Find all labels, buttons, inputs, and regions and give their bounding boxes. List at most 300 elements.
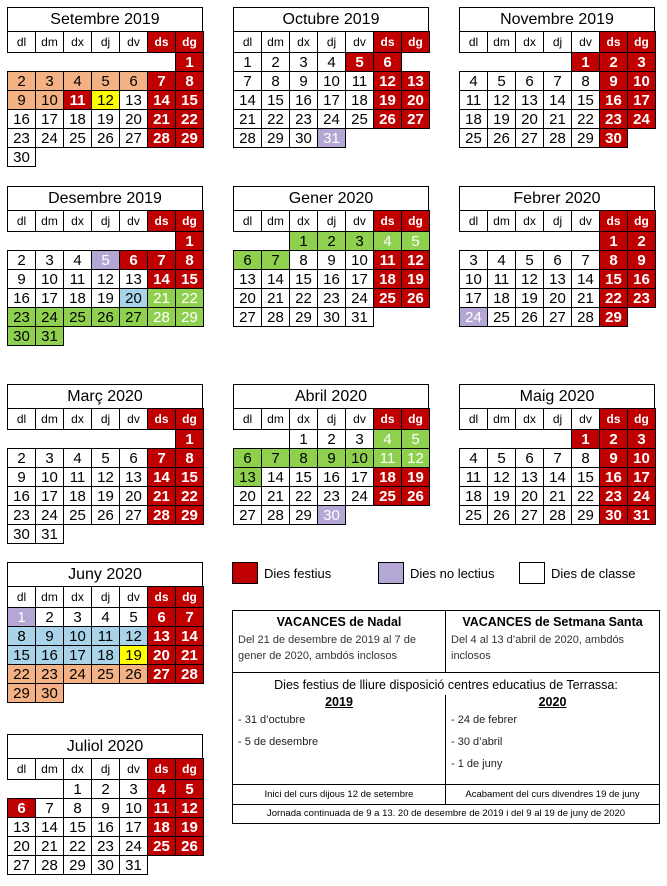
empty-cell xyxy=(120,684,148,703)
day-cell: 18 xyxy=(374,270,402,289)
day-cell: 24 xyxy=(318,110,346,129)
legend-swatch-classe xyxy=(519,562,545,584)
day-cell: 20 xyxy=(234,289,262,308)
day-cell: 18 xyxy=(64,110,92,129)
empty-cell xyxy=(402,308,430,327)
empty-cell xyxy=(148,232,176,251)
weekday-header: dv xyxy=(572,32,600,53)
week-row xyxy=(234,308,430,327)
weekday-header: dj xyxy=(544,32,572,53)
weekday-header: dm xyxy=(262,409,290,430)
day-cell: 3 xyxy=(36,251,64,270)
weekday-header: dm xyxy=(36,587,64,608)
legend xyxy=(232,561,662,587)
day-cell: 18 xyxy=(92,646,120,665)
day-cell: 15 xyxy=(176,468,204,487)
day-cell: 14 xyxy=(544,468,572,487)
day-cell: 24 xyxy=(36,308,64,327)
week-row xyxy=(234,468,430,487)
weekday-header: dm xyxy=(488,211,516,232)
day-cell: 24 xyxy=(120,837,148,856)
legend-no-lectius xyxy=(378,561,495,585)
day-cell: 7 xyxy=(148,449,176,468)
weekday-header: dv xyxy=(346,409,374,430)
day-cell: 30 xyxy=(8,327,36,346)
day-cell: 23 xyxy=(318,487,346,506)
day-cell: 24 xyxy=(346,487,374,506)
week-row xyxy=(8,251,204,270)
week-row xyxy=(8,327,204,346)
info-box xyxy=(232,610,660,824)
day-cell: 10 xyxy=(36,468,64,487)
day-cell: 7 xyxy=(148,251,176,270)
month-title: Març 2020 xyxy=(7,384,203,408)
day-cell: 30 xyxy=(36,684,64,703)
empty-cell xyxy=(488,232,516,251)
weekday-header: ds xyxy=(374,32,402,53)
week-row xyxy=(8,608,204,627)
day-cell: 4 xyxy=(488,251,516,270)
weekday-header: ds xyxy=(374,409,402,430)
day-cell: 23 xyxy=(36,665,64,684)
day-cell: 21 xyxy=(572,289,600,308)
lliure-2020-item: - 30 d’abril xyxy=(451,736,503,748)
month-grid xyxy=(233,210,430,327)
month-title: Setembre 2019 xyxy=(7,7,203,31)
week-row xyxy=(8,818,204,837)
week-row xyxy=(8,148,204,167)
day-cell: 7 xyxy=(36,799,64,818)
day-cell: 22 xyxy=(290,289,318,308)
day-cell: 4 xyxy=(374,232,402,251)
week-row xyxy=(460,251,656,270)
day-cell: 17 xyxy=(318,91,346,110)
day-cell: 24 xyxy=(460,308,488,327)
day-cell: 21 xyxy=(148,289,176,308)
month-grid xyxy=(7,408,204,544)
day-cell: 14 xyxy=(36,818,64,837)
day-cell: 20 xyxy=(516,110,544,129)
day-cell: 9 xyxy=(290,72,318,91)
lliure-disposicio-title: Dies festius de lliure disposició centres educatius de Terrassa: xyxy=(274,678,618,692)
day-cell: 8 xyxy=(176,72,204,91)
day-cell: 3 xyxy=(346,232,374,251)
weekday-header: dg xyxy=(628,32,656,53)
month-novembre-2019 xyxy=(459,7,655,148)
vacances-setmana-santa xyxy=(446,611,659,672)
day-cell: 17 xyxy=(346,468,374,487)
day-cell: 3 xyxy=(36,449,64,468)
day-cell: 30 xyxy=(8,525,36,544)
day-cell: 23 xyxy=(318,289,346,308)
day-cell: 15 xyxy=(176,270,204,289)
day-cell: 8 xyxy=(176,251,204,270)
day-cell: 19 xyxy=(92,289,120,308)
day-cell: 15 xyxy=(572,468,600,487)
day-cell: 6 xyxy=(120,449,148,468)
day-cell: 25 xyxy=(374,289,402,308)
empty-cell xyxy=(148,148,176,167)
day-cell: 21 xyxy=(148,487,176,506)
day-cell: 22 xyxy=(572,110,600,129)
weekday-header: dg xyxy=(402,211,430,232)
weekday-header: ds xyxy=(600,32,628,53)
day-cell: 26 xyxy=(488,506,516,525)
day-cell: 1 xyxy=(176,430,204,449)
weekday-header: dj xyxy=(544,211,572,232)
day-cell: 11 xyxy=(148,799,176,818)
day-cell: 11 xyxy=(460,91,488,110)
week-row xyxy=(234,251,430,270)
day-cell: 9 xyxy=(628,251,656,270)
day-cell: 12 xyxy=(516,270,544,289)
day-cell: 5 xyxy=(92,251,120,270)
week-row xyxy=(8,129,204,148)
month-marc-2020 xyxy=(7,384,203,544)
week-row xyxy=(8,91,204,110)
day-cell: 27 xyxy=(516,506,544,525)
day-cell: 13 xyxy=(120,468,148,487)
vacances-nadal xyxy=(233,611,446,672)
empty-cell xyxy=(148,327,176,346)
day-cell: 17 xyxy=(120,818,148,837)
legend-swatch-festius xyxy=(232,562,258,584)
day-cell: 15 xyxy=(8,646,36,665)
day-cell: 19 xyxy=(120,646,148,665)
day-cell: 10 xyxy=(346,251,374,270)
empty-cell xyxy=(628,129,656,148)
day-cell: 24 xyxy=(346,289,374,308)
day-cell: 16 xyxy=(8,487,36,506)
day-cell: 25 xyxy=(148,837,176,856)
day-cell: 5 xyxy=(516,251,544,270)
month-setembre-2019 xyxy=(7,7,203,167)
day-cell: 20 xyxy=(234,487,262,506)
day-cell: 15 xyxy=(262,91,290,110)
day-cell: 5 xyxy=(488,72,516,91)
month-title: Octubre 2019 xyxy=(233,7,429,31)
month-grid xyxy=(459,210,656,327)
weekday-header: dx xyxy=(64,409,92,430)
day-cell: 1 xyxy=(572,53,600,72)
empty-cell xyxy=(92,684,120,703)
day-cell: 22 xyxy=(176,289,204,308)
day-cell: 6 xyxy=(148,608,176,627)
empty-cell xyxy=(176,684,204,703)
week-row xyxy=(460,430,656,449)
day-cell: 7 xyxy=(544,449,572,468)
day-cell: 22 xyxy=(64,837,92,856)
empty-cell xyxy=(544,53,572,72)
day-cell: 11 xyxy=(460,468,488,487)
day-cell: 1 xyxy=(64,780,92,799)
day-cell: 23 xyxy=(92,837,120,856)
day-cell: 10 xyxy=(64,627,92,646)
day-cell: 18 xyxy=(346,91,374,110)
legend-festius xyxy=(232,561,331,585)
weekday-header: dl xyxy=(460,409,488,430)
day-cell: 17 xyxy=(628,468,656,487)
day-cell: 2 xyxy=(628,232,656,251)
day-cell: 14 xyxy=(148,91,176,110)
day-cell: 3 xyxy=(628,430,656,449)
day-cell: 27 xyxy=(120,506,148,525)
day-cell: 1 xyxy=(176,53,204,72)
week-row xyxy=(460,72,656,91)
day-cell: 1 xyxy=(176,232,204,251)
lliure-2020 xyxy=(446,695,659,784)
day-cell: 21 xyxy=(544,487,572,506)
week-row xyxy=(8,110,204,129)
empty-cell xyxy=(488,430,516,449)
day-cell: 1 xyxy=(290,430,318,449)
day-cell: 31 xyxy=(628,506,656,525)
day-cell: 1 xyxy=(290,232,318,251)
day-cell: 13 xyxy=(516,468,544,487)
week-row xyxy=(460,91,656,110)
day-cell: 14 xyxy=(148,270,176,289)
day-cell: 16 xyxy=(36,646,64,665)
day-cell: 12 xyxy=(402,449,430,468)
weekday-header: ds xyxy=(148,759,176,780)
empty-cell xyxy=(36,232,64,251)
day-cell: 5 xyxy=(176,780,204,799)
empty-cell xyxy=(8,53,36,72)
day-cell: 19 xyxy=(92,487,120,506)
empty-cell xyxy=(8,780,36,799)
day-cell: 28 xyxy=(572,308,600,327)
day-cell: 27 xyxy=(402,110,430,129)
day-cell: 6 xyxy=(544,251,572,270)
weekday-header: dl xyxy=(460,211,488,232)
weekday-header: dv xyxy=(346,32,374,53)
day-cell: 26 xyxy=(402,487,430,506)
day-cell: 15 xyxy=(600,270,628,289)
day-cell: 2 xyxy=(262,53,290,72)
day-cell: 28 xyxy=(36,856,64,875)
weekday-header: dg xyxy=(176,409,204,430)
vacances-setmana-title: VACANCES de Setmana Santa xyxy=(462,615,643,629)
day-cell: 9 xyxy=(318,449,346,468)
day-cell: 2 xyxy=(600,53,628,72)
day-cell: 24 xyxy=(628,110,656,129)
month-grid xyxy=(459,408,656,525)
empty-cell xyxy=(92,232,120,251)
day-cell: 29 xyxy=(572,129,600,148)
day-cell: 17 xyxy=(36,487,64,506)
day-cell: 25 xyxy=(460,129,488,148)
day-cell: 26 xyxy=(374,110,402,129)
lliure-disposicio-row xyxy=(233,673,659,785)
day-cell: 21 xyxy=(544,110,572,129)
empty-cell xyxy=(120,148,148,167)
day-cell: 13 xyxy=(234,270,262,289)
weekday-header: dg xyxy=(402,32,430,53)
empty-cell xyxy=(346,129,374,148)
day-cell: 26 xyxy=(92,129,120,148)
week-row xyxy=(8,665,204,684)
weekday-header: dv xyxy=(572,409,600,430)
weekday-header: dl xyxy=(460,32,488,53)
day-cell: 9 xyxy=(8,270,36,289)
month-gener-2020 xyxy=(233,186,429,327)
day-cell: 7 xyxy=(262,449,290,468)
day-cell: 28 xyxy=(234,129,262,148)
day-cell: 28 xyxy=(148,129,176,148)
day-cell: 4 xyxy=(460,72,488,91)
weekday-header: ds xyxy=(374,211,402,232)
day-cell: 14 xyxy=(572,270,600,289)
day-cell: 30 xyxy=(600,506,628,525)
day-cell: 15 xyxy=(290,468,318,487)
day-cell: 30 xyxy=(318,506,346,525)
day-cell: 10 xyxy=(346,449,374,468)
day-cell: 19 xyxy=(516,289,544,308)
day-cell: 19 xyxy=(176,818,204,837)
day-cell: 5 xyxy=(402,232,430,251)
day-cell: 7 xyxy=(176,608,204,627)
day-cell: 20 xyxy=(148,646,176,665)
weekday-header: dl xyxy=(234,409,262,430)
week-row xyxy=(8,684,204,703)
day-cell: 31 xyxy=(36,327,64,346)
day-cell: 26 xyxy=(516,308,544,327)
day-cell: 6 xyxy=(516,449,544,468)
day-cell: 11 xyxy=(92,627,120,646)
week-row xyxy=(234,72,430,91)
weekday-header: dl xyxy=(8,759,36,780)
empty-cell xyxy=(36,53,64,72)
empty-cell xyxy=(402,129,430,148)
day-cell: 20 xyxy=(120,289,148,308)
weekday-header: dj xyxy=(92,409,120,430)
weekday-header: dj xyxy=(92,759,120,780)
day-cell: 30 xyxy=(318,308,346,327)
empty-cell xyxy=(8,232,36,251)
day-cell: 22 xyxy=(262,110,290,129)
day-cell: 8 xyxy=(572,449,600,468)
jornada-continuada: Jornada continuada de 9 a 13. 20 de desembre de 2019 i del 9 al 19 de juny de 2020 xyxy=(266,808,626,819)
empty-cell xyxy=(374,506,402,525)
day-cell: 10 xyxy=(318,72,346,91)
day-cell: 29 xyxy=(176,506,204,525)
day-cell: 21 xyxy=(176,646,204,665)
day-cell: 13 xyxy=(234,468,262,487)
day-cell: 12 xyxy=(92,468,120,487)
legend-swatch-no-lectius xyxy=(378,562,404,584)
day-cell: 11 xyxy=(346,72,374,91)
day-cell: 24 xyxy=(36,129,64,148)
day-cell: 9 xyxy=(92,799,120,818)
weekday-header: dl xyxy=(8,211,36,232)
day-cell: 28 xyxy=(544,129,572,148)
weekday-header: dg xyxy=(628,409,656,430)
day-cell: 29 xyxy=(64,856,92,875)
day-cell: 23 xyxy=(600,487,628,506)
day-cell: 8 xyxy=(262,72,290,91)
weekday-header: dl xyxy=(8,32,36,53)
week-row xyxy=(8,468,204,487)
empty-cell xyxy=(92,148,120,167)
month-febrer-2020 xyxy=(459,186,655,327)
week-row xyxy=(460,270,656,289)
day-cell: 19 xyxy=(92,110,120,129)
empty-cell xyxy=(148,430,176,449)
weekday-header: dj xyxy=(318,32,346,53)
day-cell: 26 xyxy=(176,837,204,856)
day-cell: 5 xyxy=(346,53,374,72)
month-grid xyxy=(7,31,204,167)
day-cell: 26 xyxy=(120,665,148,684)
week-row xyxy=(8,487,204,506)
day-cell: 2 xyxy=(318,232,346,251)
month-grid xyxy=(7,586,204,703)
day-cell: 11 xyxy=(64,270,92,289)
empty-cell xyxy=(148,684,176,703)
week-row xyxy=(8,646,204,665)
acabament-curs: Acabament del curs divendres 19 de juny xyxy=(465,789,640,800)
day-cell: 23 xyxy=(600,110,628,129)
week-row xyxy=(460,129,656,148)
empty-cell xyxy=(234,430,262,449)
week-row xyxy=(8,837,204,856)
day-cell: 31 xyxy=(120,856,148,875)
day-cell: 20 xyxy=(8,837,36,856)
day-cell: 8 xyxy=(290,449,318,468)
empty-cell xyxy=(176,525,204,544)
empty-cell xyxy=(460,53,488,72)
day-cell: 12 xyxy=(374,72,402,91)
empty-cell xyxy=(64,327,92,346)
day-cell: 18 xyxy=(374,468,402,487)
lliure-2020-item: - 1 de juny xyxy=(451,758,503,770)
day-cell: 21 xyxy=(234,110,262,129)
day-cell: 15 xyxy=(572,91,600,110)
weekday-header: ds xyxy=(148,32,176,53)
empty-cell xyxy=(64,232,92,251)
week-row xyxy=(8,525,204,544)
day-cell: 15 xyxy=(290,270,318,289)
weekday-header: dx xyxy=(516,32,544,53)
day-cell: 7 xyxy=(544,72,572,91)
week-row xyxy=(8,627,204,646)
day-cell: 27 xyxy=(234,506,262,525)
day-cell: 22 xyxy=(176,487,204,506)
day-cell: 30 xyxy=(600,129,628,148)
day-cell: 28 xyxy=(148,308,176,327)
day-cell: 1 xyxy=(600,232,628,251)
day-cell: 18 xyxy=(460,110,488,129)
day-cell: 3 xyxy=(120,780,148,799)
week-row xyxy=(234,449,430,468)
day-cell: 4 xyxy=(460,449,488,468)
day-cell: 28 xyxy=(262,308,290,327)
weekday-header: dj xyxy=(92,587,120,608)
weekday-header: dm xyxy=(488,32,516,53)
day-cell: 23 xyxy=(8,308,36,327)
day-cell: 18 xyxy=(64,487,92,506)
inici-curs: Inici del curs dijous 12 de setembre xyxy=(233,785,446,804)
weekday-header: dj xyxy=(318,211,346,232)
month-title: Maig 2020 xyxy=(459,384,655,408)
month-title: Abril 2020 xyxy=(233,384,429,408)
weekday-header: ds xyxy=(600,409,628,430)
week-row xyxy=(234,506,430,525)
week-row xyxy=(460,506,656,525)
empty-cell xyxy=(460,430,488,449)
weekday-header: dv xyxy=(120,211,148,232)
week-row xyxy=(234,129,430,148)
